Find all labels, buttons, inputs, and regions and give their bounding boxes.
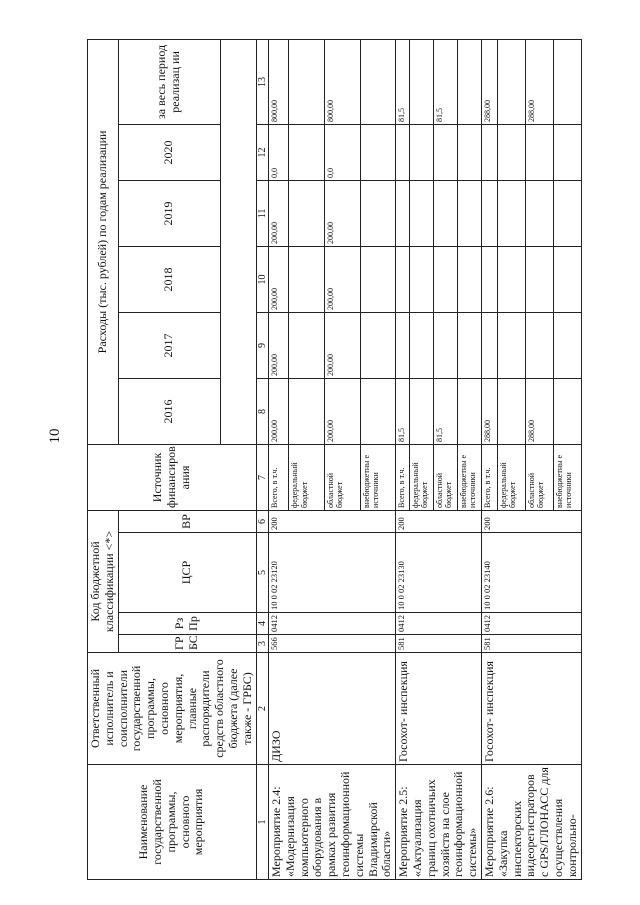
page-number: 10: [47, 428, 63, 444]
source-label: федеральный бюджет: [497, 444, 525, 510]
source-label: Всего, в т.ч.: [396, 444, 410, 510]
col-number: 6: [256, 510, 269, 532]
value-v2019: [360, 180, 396, 246]
value-v2016: [409, 378, 433, 444]
value-v2016: 200,00: [269, 378, 289, 444]
value-v2018: [497, 246, 525, 312]
value-v2017: [433, 312, 457, 378]
row-grbs: 581: [482, 635, 582, 653]
table-row: [482, 39, 498, 879]
value-v2019: [497, 180, 525, 246]
value-v2016: 81,5: [396, 378, 410, 444]
value-v2017: [482, 312, 498, 378]
value-v2019: 200,00: [269, 180, 289, 246]
value-v2017: [497, 312, 525, 378]
table-row: [269, 39, 289, 879]
value-v2020: [457, 124, 481, 180]
row-responsible: ДИЗО: [269, 653, 396, 765]
value-v2016: [289, 378, 325, 444]
col-number: 7: [256, 444, 269, 510]
value-v2017: [289, 312, 325, 378]
row-vr: 200: [482, 510, 582, 532]
value-total: [553, 39, 581, 124]
col-number: 5: [256, 533, 269, 613]
col-number: 2: [256, 653, 269, 765]
source-label: внебюджетны е источники: [457, 444, 481, 510]
row-vr: 200: [269, 510, 396, 532]
value-v2016: [457, 378, 481, 444]
header-responsible: Ответственный исполнитель и соисполнители государственной программы, основного мероприятия, главные распорядители средств областного бюджета (далее также - ГРБС): [88, 653, 257, 765]
row-grbs: 581: [396, 635, 482, 653]
source-label: федеральный бюджет: [409, 444, 433, 510]
source-label: Всего, в т.ч.: [269, 444, 289, 510]
value-v2019: [396, 180, 410, 246]
value-total: [289, 39, 325, 124]
value-v2018: [396, 246, 410, 312]
row-name: Мероприятие 2.6: «Закупка инспекторских видеорегистраторов с GPS/ГЛОНАСС для осуществления контрольно-: [482, 765, 582, 880]
value-v2018: 200,00: [324, 246, 360, 312]
col-number: 10: [256, 246, 269, 312]
value-total: 800,00: [324, 39, 360, 124]
header-source: Источник финансиров ания: [88, 444, 257, 510]
col-number: 8: [256, 378, 269, 444]
row-rzpr: 0412: [396, 613, 482, 635]
header-budget-code: Код бюджетной классификации <*>: [88, 510, 119, 652]
value-v2018: [360, 246, 396, 312]
value-v2020: [433, 124, 457, 180]
header-2018: 2018: [118, 246, 220, 312]
value-v2016: [497, 378, 525, 444]
value-v2019: [482, 180, 498, 246]
header-2017: 2017: [118, 312, 220, 378]
value-v2020: [409, 124, 433, 180]
header-2016: 2016: [118, 378, 220, 444]
source-label: внебюджетны е источники: [360, 444, 396, 510]
row-csr: 10 0 02 23140: [482, 533, 582, 613]
value-v2017: [396, 312, 410, 378]
value-v2018: [409, 246, 433, 312]
col-number: 3: [256, 635, 269, 653]
value-v2017: [457, 312, 481, 378]
value-v2018: [553, 246, 581, 312]
col-number: 11: [256, 180, 269, 246]
value-v2016: 81,5: [433, 378, 457, 444]
value-v2019: [433, 180, 457, 246]
value-v2018: [482, 246, 498, 312]
header-2019: 2019: [118, 180, 220, 246]
value-v2017: 200,00: [269, 312, 289, 378]
source-label: Всего, в т.ч.: [482, 444, 498, 510]
value-v2018: 200,00: [269, 246, 289, 312]
value-v2020: [525, 124, 553, 180]
value-total: [457, 39, 481, 124]
value-v2019: [409, 180, 433, 246]
budget-table: [87, 39, 582, 880]
value-v2019: 200,00: [324, 180, 360, 246]
value-total: 288,00: [482, 39, 498, 124]
row-name: Мероприятие 2.5: «Актуализация границ охотничьих хозяйств на слое геоинформационной системы»: [396, 765, 482, 880]
row-vr: 200: [396, 510, 482, 532]
value-v2017: [409, 312, 433, 378]
value-v2019: [289, 180, 325, 246]
value-v2016: [360, 378, 396, 444]
col-number: 12: [256, 124, 269, 180]
value-v2018: [289, 246, 325, 312]
value-v2020: [497, 124, 525, 180]
value-total: 800,00: [269, 39, 289, 124]
header-total: за весь период реализац ии: [118, 39, 220, 124]
header-2020: 2020: [118, 124, 220, 180]
value-v2018: [525, 246, 553, 312]
rotated-table-container: [87, 44, 610, 880]
value-total: 81,5: [396, 39, 410, 124]
row-csr: 10 0 02 23120: [269, 533, 396, 613]
value-v2018: [433, 246, 457, 312]
header-expenses: Расходы (тыс. рублей) по годам реализации: [88, 39, 119, 444]
value-v2019: [457, 180, 481, 246]
row-name: Мероприятие 2.4: «Модернизация компьютерного оборудования в рамках развития геоинформационной системы Владимирской области»: [269, 765, 396, 880]
value-v2018: [457, 246, 481, 312]
value-v2016: 288,00: [525, 378, 553, 444]
source-label: областной бюджет: [525, 444, 553, 510]
source-label: областной бюджет: [433, 444, 457, 510]
header-program-name: Наименование государственной программы, основного мероприятия: [88, 765, 257, 880]
row-responsible: Госохот- инспекция: [396, 653, 482, 765]
value-v2020: 0,0: [324, 124, 360, 180]
row-rzpr: 0412: [269, 613, 396, 635]
source-label: федеральный бюджет: [289, 444, 325, 510]
value-v2017: [360, 312, 396, 378]
row-grbs: 566: [269, 635, 396, 653]
row-rzpr: 0412: [482, 613, 582, 635]
value-v2017: 200,00: [324, 312, 360, 378]
row-responsible: Госохот- инспекция: [482, 653, 582, 765]
value-v2020: 0,0: [269, 124, 289, 180]
value-v2016: 288,00: [482, 378, 498, 444]
value-v2020: [482, 124, 498, 180]
value-total: [497, 39, 525, 124]
col-number: 9: [256, 312, 269, 378]
value-v2016: 200,00: [324, 378, 360, 444]
value-v2016: [553, 378, 581, 444]
value-total: 288,00: [525, 39, 553, 124]
table-body: [269, 39, 582, 879]
col-number: 13: [256, 39, 269, 124]
value-total: 81,5: [433, 39, 457, 124]
value-v2020: [289, 124, 325, 180]
value-v2019: [525, 180, 553, 246]
col-number: 1: [256, 765, 269, 880]
value-total: [409, 39, 433, 124]
column-number-row: [256, 39, 269, 879]
value-v2017: [553, 312, 581, 378]
table-row: [396, 39, 410, 879]
header-vr: ВР: [118, 510, 256, 532]
header-rzpr: Рз Пр: [118, 613, 256, 635]
row-csr: 10 0 02 23130: [396, 533, 482, 613]
col-number: 4: [256, 613, 269, 635]
header-csr: ЦСР: [118, 533, 256, 613]
value-total: [360, 39, 396, 124]
source-label: внебюджетны е источники: [553, 444, 581, 510]
value-v2017: [525, 312, 553, 378]
value-v2020: [553, 124, 581, 180]
value-v2020: [360, 124, 396, 180]
header-grbs: ГР БС: [118, 635, 256, 653]
value-v2020: [396, 124, 410, 180]
source-label: областной бюджет: [324, 444, 360, 510]
value-v2019: [553, 180, 581, 246]
